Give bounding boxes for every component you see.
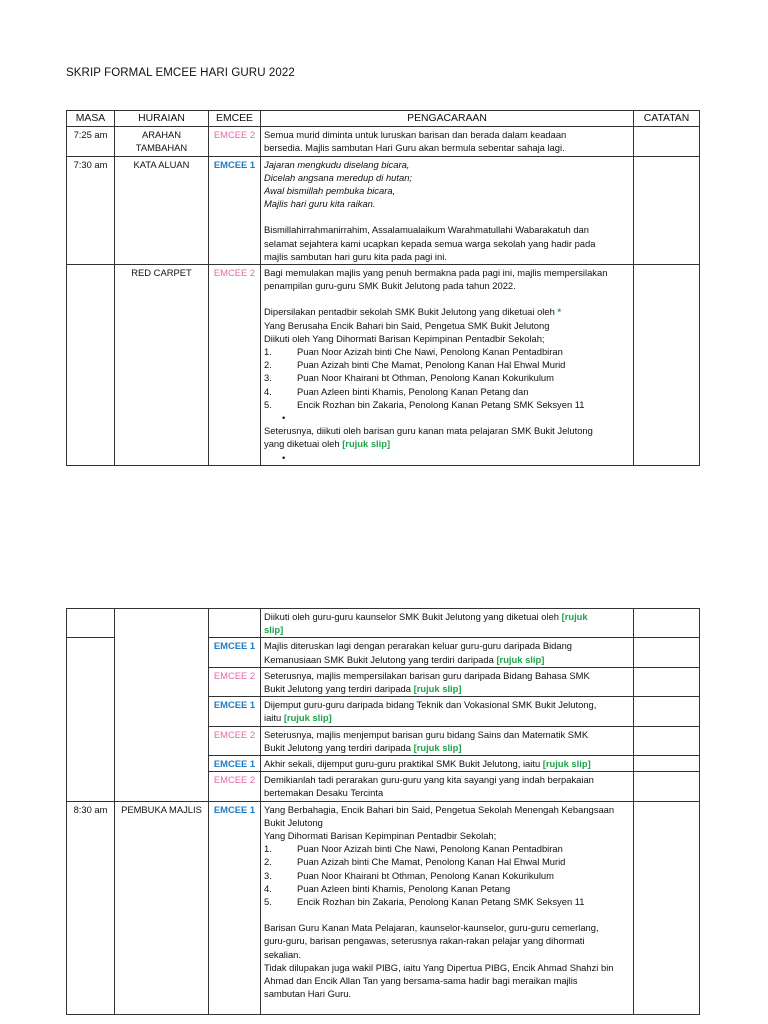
description-cell: KATA ALUAN bbox=[115, 156, 209, 264]
script-line: Ahmad dan Encik Allan Tan yang bersama-sama hadir bagi meraikan majlis bbox=[264, 975, 578, 987]
list-item: 4. Puan Azleen binti Khamis, Penolong Kanan Petang bbox=[264, 882, 511, 894]
list-item: 1. Puan Noor Azizah binti Che Nawi, Penolong Kanan Pentadbiran bbox=[264, 843, 563, 855]
header-huraian: HURAIAN bbox=[115, 111, 209, 127]
script-cell: Akhir sekali, dijemput guru-guru praktikal SMK Bukit Jelutong, iaitu [rujuk slip] bbox=[261, 756, 634, 772]
script-line: Diikuti oleh Yang Dihormati Barisan Kepimpinan Pentadbir Sekolah; bbox=[264, 332, 545, 344]
script-line bbox=[264, 305, 630, 318]
ref-slip: [rujuk slip] bbox=[542, 758, 591, 770]
asterisk-marker: * bbox=[557, 306, 562, 318]
script-line: bersedia. Majlis sambutan Hari Guru akan bermula sebentar sahaja lagi. bbox=[264, 142, 565, 154]
note-cell bbox=[634, 726, 700, 755]
description-cell: PEMBUKA MAJLIS bbox=[115, 801, 209, 1015]
emcee-cell: EMCEE 1 bbox=[209, 697, 261, 726]
script-line: Seterusnya, diikuti oleh barisan guru kanan mata pelajaran SMK Bukit Jelutong bbox=[264, 425, 593, 437]
header-masa: MASA bbox=[67, 111, 115, 127]
script-line: selamat sejahtera kami ucapkan kepada semua warga sekolah yang hadir pada bbox=[264, 237, 596, 249]
script-line: Yang Dihormati Barisan Kepimpinan Pentadbir Sekolah; bbox=[264, 830, 497, 842]
emcee-cell: EMCEE 2 bbox=[209, 772, 261, 801]
script-line: Bagi memulakan majlis yang penuh bermakna pada pagi ini, majlis mempersilakan bbox=[264, 267, 608, 279]
note-cell bbox=[634, 265, 700, 466]
script-line: Yang Berbahagia, Encik Bahari bin Said, Pengetua Sekolah Menengah Kebangsaan bbox=[264, 803, 615, 815]
script-line: Bismillahirrahmanirrahim, Assalamualaikum Warahmatullahi Wabarakatuh dan bbox=[264, 224, 589, 236]
script-line: Tidak dilupakan juga wakil PIBG, iaitu Yang Dipertua PIBG, Encik Ahmad Shahzi bin bbox=[264, 961, 614, 973]
ref-slip: [rujuk slip] bbox=[413, 683, 462, 695]
emcee-cell: EMCEE 1 bbox=[209, 638, 261, 667]
script-cell: Seterusnya, majlis mempersilakan barisan guru daripada Bidang Bahasa SMK Bukit Jelutong yang terdiri daripada [rujuk slip] bbox=[261, 667, 634, 696]
time-cell: 7:30 am bbox=[67, 156, 115, 264]
emcee-cell bbox=[209, 609, 261, 638]
description-cell: ARAHAN TAMBAHAN bbox=[115, 127, 209, 156]
script-table-part-2 bbox=[66, 608, 700, 1015]
script-table-part-1 bbox=[66, 110, 700, 466]
header-catatan: CATATAN bbox=[634, 111, 700, 127]
bullet-point: • bbox=[282, 412, 286, 424]
note-cell bbox=[634, 127, 700, 156]
document-title: SKRIP FORMAL EMCEE HARI GURU 2022 bbox=[66, 67, 295, 79]
time-cell bbox=[67, 609, 115, 638]
ref-slip: [rujuk bbox=[561, 611, 588, 622]
ref-slip: [rujuk slip] bbox=[342, 438, 391, 450]
emcee-cell: EMCEE 1 bbox=[209, 801, 261, 1015]
ref-slip: [rujuk slip] bbox=[496, 653, 545, 665]
note-cell bbox=[634, 697, 700, 726]
script-cell: Seterusnya, majlis menjemput barisan guru bidang Sains dan Matematik SMK Bukit Jelutong yang terdiri daripada [rujuk slip] bbox=[261, 726, 634, 755]
script-line: Bukit Jelutong bbox=[264, 816, 323, 828]
list-item: 1. Puan Noor Azizah binti Che Nawi, Penolong Kanan Pentadbiran bbox=[264, 346, 563, 358]
emcee-cell: EMCEE 2 bbox=[209, 667, 261, 696]
time-cell: 7:25 am bbox=[67, 127, 115, 156]
ref-slip: [rujuk slip] bbox=[413, 741, 462, 753]
script-line: penampilan guru-guru SMK Bukit Jelutong pada tahun 2022. bbox=[264, 280, 516, 292]
pantun-line: Awal bismillah pembuka bicara, bbox=[264, 185, 396, 197]
note-cell bbox=[634, 638, 700, 667]
script-line: Barisan Guru Kanan Mata Pelajaran, kaunselor-kaunselor, guru-guru cemerlang, bbox=[264, 922, 599, 934]
invite-text: Dipersilakan pentadbir sekolah SMK Bukit Jelutong yang diketuai oleh bbox=[264, 306, 555, 318]
emcee-cell: EMCEE 2 bbox=[209, 265, 261, 466]
pantun-line: Jajaran mengkudu diselang bicara, bbox=[264, 158, 410, 170]
script-cell bbox=[261, 156, 634, 264]
note-cell bbox=[634, 609, 700, 638]
pantun-line: Dicelah angsana meredup di hutan; bbox=[264, 171, 413, 183]
header-pengacaraan: PENGACARAAN bbox=[261, 111, 634, 127]
list-item: 3. Puan Noor Khairani bt Othman, Penolong Kanan Kokurikulum bbox=[264, 869, 554, 881]
table-row bbox=[67, 801, 700, 1015]
script-line: yang diketuai oleh [rujuk slip] bbox=[264, 438, 391, 450]
emcee-cell: EMCEE 2 bbox=[209, 127, 261, 156]
ref-slip: slip] bbox=[264, 624, 284, 636]
emcee-cell: EMCEE 1 bbox=[209, 156, 261, 264]
emcee-cell: EMCEE 1 bbox=[209, 756, 261, 772]
time-cell: 8:30 am bbox=[67, 801, 115, 1015]
note-cell bbox=[634, 156, 700, 264]
bullet-point: • bbox=[282, 451, 286, 463]
list-item: 5. Encik Rozhan bin Zakaria, Penolong Kanan Petang SMK Seksyen 11 bbox=[264, 398, 585, 410]
ref-slip: [rujuk slip] bbox=[283, 712, 332, 724]
pantun-line: Majlis hari guru kita raikan. bbox=[264, 198, 376, 210]
emcee-cell: EMCEE 2 bbox=[209, 726, 261, 755]
script-line: sekalian. bbox=[264, 948, 302, 960]
script-cell bbox=[261, 127, 634, 156]
table-header-row bbox=[67, 111, 700, 127]
list-item: 5. Encik Rozhan bin Zakaria, Penolong Kanan Petang SMK Seksyen 11 bbox=[264, 896, 585, 908]
header-emcee: EMCEE bbox=[209, 111, 261, 127]
script-line: Semua murid diminta untuk luruskan barisan dan berada dalam keadaan bbox=[264, 129, 567, 141]
description-cell: RED CARPET bbox=[115, 265, 209, 466]
table-row bbox=[67, 265, 700, 466]
table-row bbox=[67, 127, 700, 156]
script-cell: Dijemput guru-guru daripada bidang Teknik dan Vokasional SMK Bukit Jelutong, iaitu [rujuk slip] bbox=[261, 697, 634, 726]
script-cell bbox=[261, 801, 634, 1015]
list-item: 2. Puan Azizah binti Che Mamat, Penolong Kanan Hal Ehwal Murid bbox=[264, 856, 566, 868]
note-cell bbox=[634, 801, 700, 1015]
time-cell bbox=[67, 638, 115, 801]
table-row bbox=[67, 156, 700, 264]
script-cell: Majlis diteruskan lagi dengan perarakan keluar guru-guru daripada Bidang Kemanusiaan SMK Bukit Jelutong yang terdiri daripada [rujuk slip] bbox=[261, 638, 634, 667]
script-cell: Diikuti oleh guru-guru kaunselor SMK Bukit Jelutong yang diketuai oleh [rujuk slip] bbox=[261, 609, 634, 638]
table-row bbox=[67, 609, 700, 638]
script-cell: Demikianlah tadi perarakan guru-guru yang kita sayangi yang indah berpakaian bertemakan Desaku Tercinta bbox=[261, 772, 634, 801]
description-cell bbox=[115, 609, 209, 802]
note-cell bbox=[634, 756, 700, 772]
script-line: majlis sambutan hari guru kita pada pagi ini. bbox=[264, 250, 447, 262]
script-line: guru-guru, barisan pengawas, seterusnya rakan-rakan pelajar yang dihormati bbox=[264, 935, 585, 947]
script-line: sambutan Hari Guru. bbox=[264, 988, 352, 1000]
note-cell bbox=[634, 667, 700, 696]
note-cell bbox=[634, 772, 700, 801]
list-item: 3. Puan Noor Khairani bt Othman, Penolong Kanan Kokurikulum bbox=[264, 372, 554, 384]
list-item: 2. Puan Azizah binti Che Mamat, Penolong Kanan Hal Ehwal Murid bbox=[264, 359, 566, 371]
script-cell bbox=[261, 265, 634, 466]
time-cell bbox=[67, 265, 115, 466]
list-item: 4. Puan Azleen binti Khamis, Penolong Kanan Petang dan bbox=[264, 385, 529, 397]
script-line: Yang Berusaha Encik Bahari bin Said, Pengetua SMK Bukit Jelutong bbox=[264, 319, 550, 331]
